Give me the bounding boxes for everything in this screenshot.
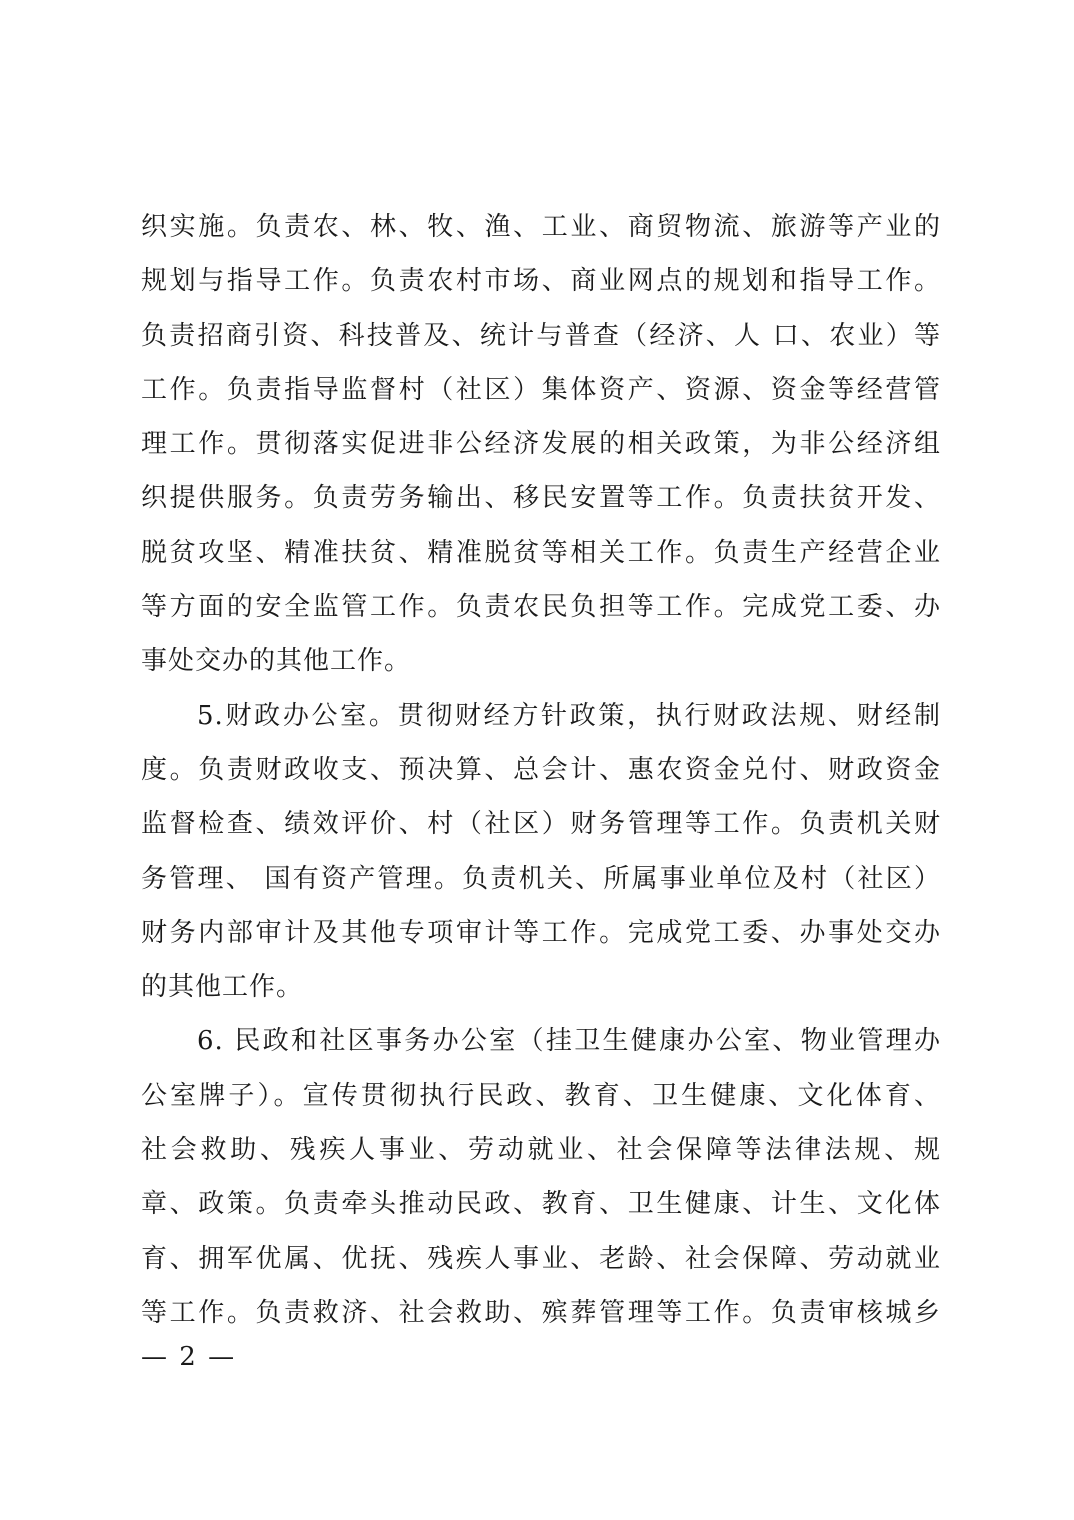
text-line: 脱贫攻坚、精准扶贫、精准脱贫等相关工作。负责生产经营企业 [141,537,941,568]
text-line: 育、拥军优属、优抚、残疾人事业、老龄、社会保障、劳动就业 [141,1243,941,1274]
text-line: 的其他工作。 [141,972,304,1003]
text-line: 织实施。负责农、林、牧、渔、工业、商贸物流、旅游等产业的 [141,212,941,242]
text-line: 等工作。负责救济、社会救助、殡葬管理等工作。负责审核城乡 [141,1297,941,1328]
text-line: 社会救助、残疾人事业、劳动就业、社会保障等法律法规、规 [141,1135,941,1166]
body-text [141,200,941,1340]
text-line: 章、政策。负责牵头推动民政、教育、卫生健康、计生、文化体 [141,1189,941,1220]
section-heading-line: 6. 民政和社区事务办公室（挂卫生健康办公室、物业管理办 [197,1026,941,1057]
section-heading-line: 5.财政办公室。贯彻财经方针政策，执行财政法规、财经制 [197,700,941,731]
text-line: 规划与指导工作。负责农村市场、商业网点的规划和指导工作。 [141,266,941,297]
text-line: 度。负责财政收支、预决算、总会计、惠农资金兑付、财政资金 [141,754,941,785]
text-line: 织提供服务。负责劳务输出、移民安置等工作。负责扶贫开发、 [141,483,941,514]
text-line: 监督检查、绩效评价、村（社区）财务管理等工作。负责机关财 [141,809,941,840]
text-line: 负责招商引资、科技普及、统计与普查（经济、人 口、农业）等 [141,320,941,351]
text-line: 等方面的安全监管工作。负责农民负担等工作。完成党工委、办 [141,592,941,623]
text-line: 务管理、 国有资产管理。负责机关、所属事业单位及村（社区） [141,863,941,894]
text-line: 事处交办的其他工作。 [141,646,412,677]
text-line: 公室牌子）。宣传贯彻执行民政、教育、卫生健康、文化体育、 [141,1080,941,1111]
text-line: 工作。负责指导监督村（社区）集体资产、资源、资金等经营管 [141,374,941,405]
page-number: — 2 — [141,1342,237,1372]
text-line: 理工作。贯彻落实促进非公经济发展的相关政策，为非公经济组 [141,429,941,460]
text-line: 财务内部审计及其他专项审计等工作。完成党工委、办事处交办 [141,917,941,948]
